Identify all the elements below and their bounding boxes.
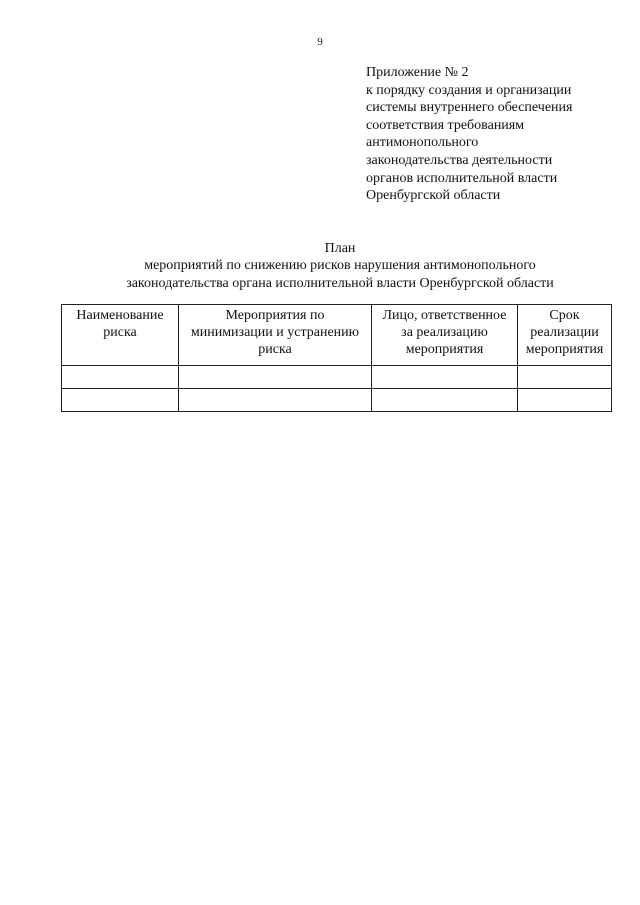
appendix-line: к порядку создания и организации	[366, 82, 572, 98]
header-line: Мероприятия по	[225, 308, 325, 323]
header-line: Срок	[549, 308, 580, 323]
table-row	[62, 366, 612, 389]
appendix-line: антимонопольного	[366, 135, 479, 151]
header-line: риска	[258, 342, 292, 357]
table-cell	[179, 366, 372, 389]
header-line: реализации	[530, 325, 599, 340]
appendix-line: Оренбургской области	[366, 188, 501, 204]
plan-subtitle	[0, 257, 640, 292]
plan-subtitle-line: законодательства органа исполнительной власти Оренбургской области	[126, 275, 554, 291]
appendix-line: Приложение № 2	[366, 65, 469, 80]
header-line: минимизации и устранению	[190, 325, 360, 340]
header-responsible	[372, 305, 518, 366]
header-measures	[179, 305, 372, 366]
table-cell	[372, 389, 518, 412]
appendix-line: законодательства деятельности	[366, 152, 553, 168]
plan-table	[61, 304, 612, 412]
header-line: Наименование	[76, 308, 164, 323]
appendix-line: соответствия требованиям	[366, 117, 525, 133]
appendix-line: органов исполнительной власти	[366, 170, 558, 186]
table-cell	[518, 389, 612, 412]
table-cell	[179, 389, 372, 412]
header-line: мероприятия	[405, 342, 484, 357]
header-line: за реализацию	[401, 325, 488, 340]
table-header-row	[62, 305, 612, 366]
table-cell	[62, 366, 179, 389]
table-row	[62, 389, 612, 412]
appendix-block	[366, 64, 616, 205]
plan-subtitle-line: мероприятий по снижению рисков нарушения антимонопольного	[144, 258, 536, 273]
table-cell	[372, 366, 518, 389]
page-number: 9	[317, 36, 323, 48]
header-line: Лицо, ответственное	[382, 308, 507, 323]
table-cell	[518, 366, 612, 389]
header-deadline	[518, 305, 612, 366]
header-line: риска	[103, 325, 137, 340]
plan-title: План	[324, 241, 356, 256]
appendix-line: системы внутреннего обеспечения	[366, 100, 573, 116]
header-risk-name	[62, 305, 179, 366]
header-line: мероприятия	[525, 342, 604, 357]
table-cell	[62, 389, 179, 412]
